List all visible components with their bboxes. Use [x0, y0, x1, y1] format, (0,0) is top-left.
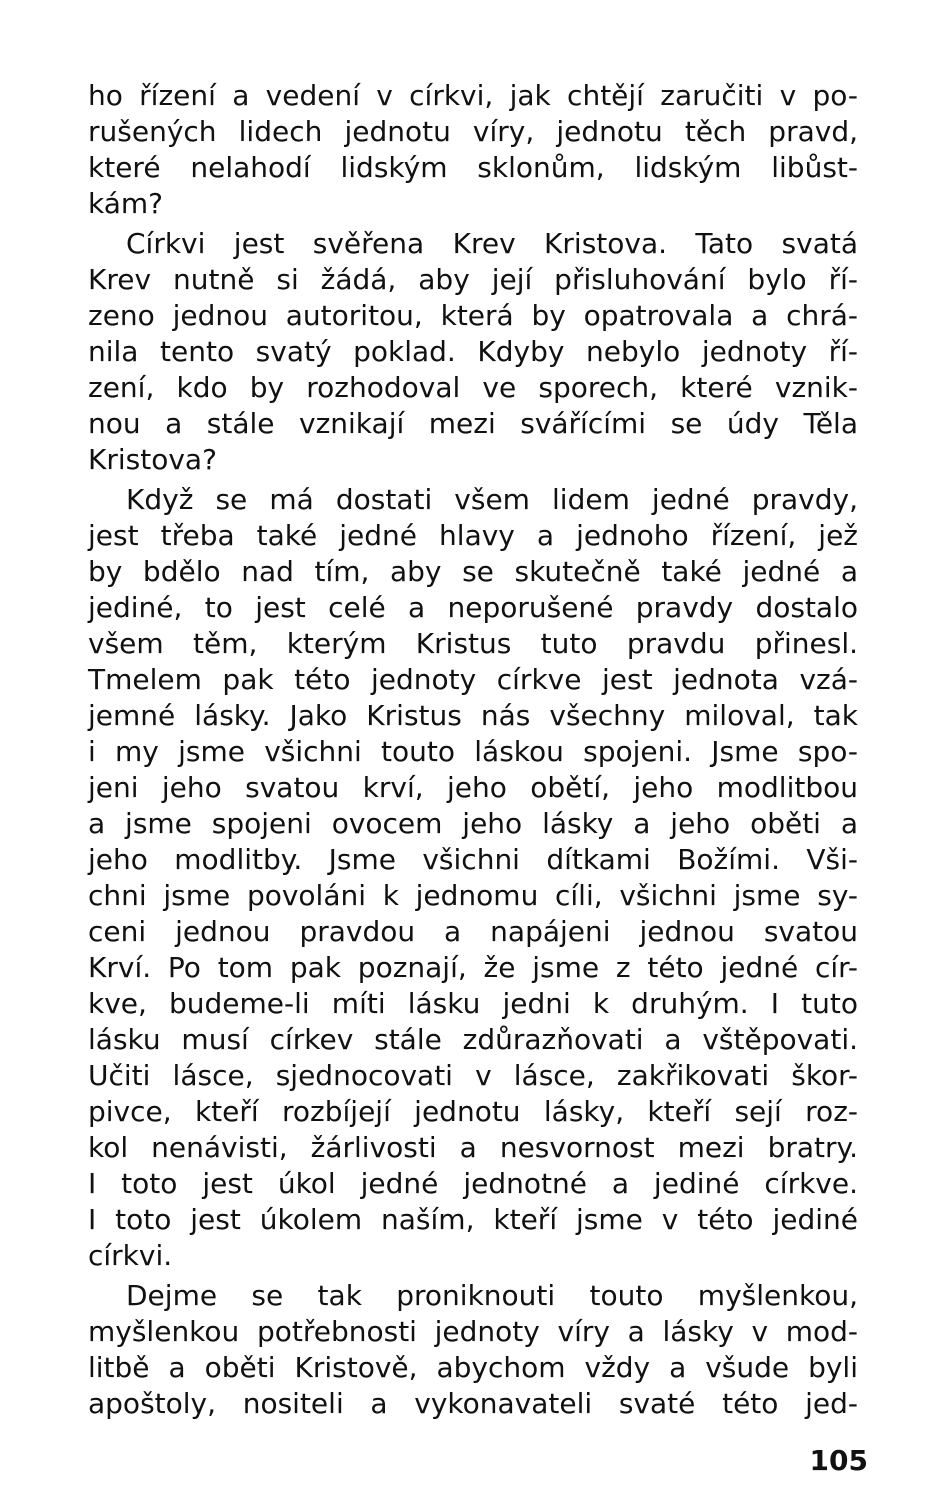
text-line: a jsme spojeni ovocem jeho lásky a jeho oběti a: [88, 807, 858, 840]
text-line: zení, kdo by rozhodoval ve sporech, které vznik-: [88, 371, 858, 404]
text-line: ceni jednou pravdou a napájeni jednou svatou: [88, 915, 858, 948]
text-line: i my jsme všichni touto láskou spojeni. Jsme spo-: [88, 735, 858, 768]
text-line: všem těm, kterým Kristus tuto pravdu přinesl.: [88, 627, 858, 660]
page-number: 105: [809, 1444, 868, 1477]
text-line: lásku musí církev stále zdůrazňovati a vštěpovati.: [88, 1023, 858, 1056]
text-line: nila tento svatý poklad. Kdyby nebylo jednoty ří-: [88, 335, 858, 368]
text-line: I toto jest úkol jedné jednotné a jediné církve.: [88, 1167, 858, 1200]
paragraph-first-line: Církvi jest svěřena Krev Kristova. Tato svatá: [126, 227, 858, 260]
text-line: kol nenávisti, žárlivosti a nesvornost mezi bratry.: [88, 1131, 858, 1164]
text-line: I toto jest úkolem naším, kteří jsme v této jediné: [88, 1203, 858, 1236]
text-line: jeho modlitby. Jsme všichni dítkami Božími. Vši-: [88, 843, 858, 876]
text-line: ho řízení a vedení v církvi, jak chtějí zaručiti v po-: [88, 79, 858, 112]
text-line: rušených lidech jednotu víry, jednotu těch pravd,: [88, 115, 858, 148]
text-line: nou a stále vznikají mezi svářícími se údy Těla: [88, 407, 858, 440]
text-line: litbě a oběti Kristově, abychom vždy a všude byli: [88, 1351, 858, 1384]
paragraph-first-line: Když se má dostati všem lidem jedné pravdy,: [126, 483, 858, 516]
text-line: které nelahodí lidským sklonům, lidským libůst-: [88, 151, 858, 184]
text-line: Kristova?: [88, 443, 217, 476]
text-line: jest třeba také jedné hlavy a jednoho řízení, jež: [88, 519, 858, 552]
text-line: kám?: [88, 187, 164, 220]
book-page: [88, 78, 858, 1488]
text-line: Tmelem pak této jednoty církve jest jednota vzá-: [88, 663, 858, 696]
text-line: Krví. Po tom pak poznají, že jsme z této jedné cír-: [88, 951, 858, 984]
text-line: církvi.: [88, 1239, 173, 1272]
text-line: Krev nutně si žádá, aby její přisluhování bylo ří-: [88, 263, 858, 296]
text-line: Učiti lásce, sjednocovati v lásce, zakřikovati škor-: [88, 1059, 858, 1092]
text-line: jeni jeho svatou krví, jeho obětí, jeho modlitbou: [88, 771, 858, 804]
text-line: jediné, to jest celé a neporušené pravdy dostalo: [88, 591, 858, 624]
text-line: apoštoly, nositeli a vykonavateli svaté této jed-: [88, 1387, 858, 1420]
paragraph-first-line: Dejme se tak proniknouti touto myšlenkou,: [126, 1279, 858, 1312]
text-line: by bdělo nad tím, aby se skutečně také jedné a: [88, 555, 858, 588]
text-line: chni jsme povoláni k jednomu cíli, všichni jsme sy-: [88, 879, 858, 912]
text-line: jemné lásky. Jako Kristus nás všechny miloval, tak: [88, 699, 858, 732]
text-line: myšlenkou potřebnosti jednoty víry a lásky v mod-: [88, 1315, 858, 1348]
text-line: kve, budeme-li míti lásku jedni k druhým. I tuto: [88, 987, 858, 1020]
text-line: pivce, kteří rozbíjejí jednotu lásky, kteří sejí roz-: [88, 1095, 858, 1128]
text-line: zeno jednou autoritou, která by opatrovala a chrá-: [88, 299, 858, 332]
